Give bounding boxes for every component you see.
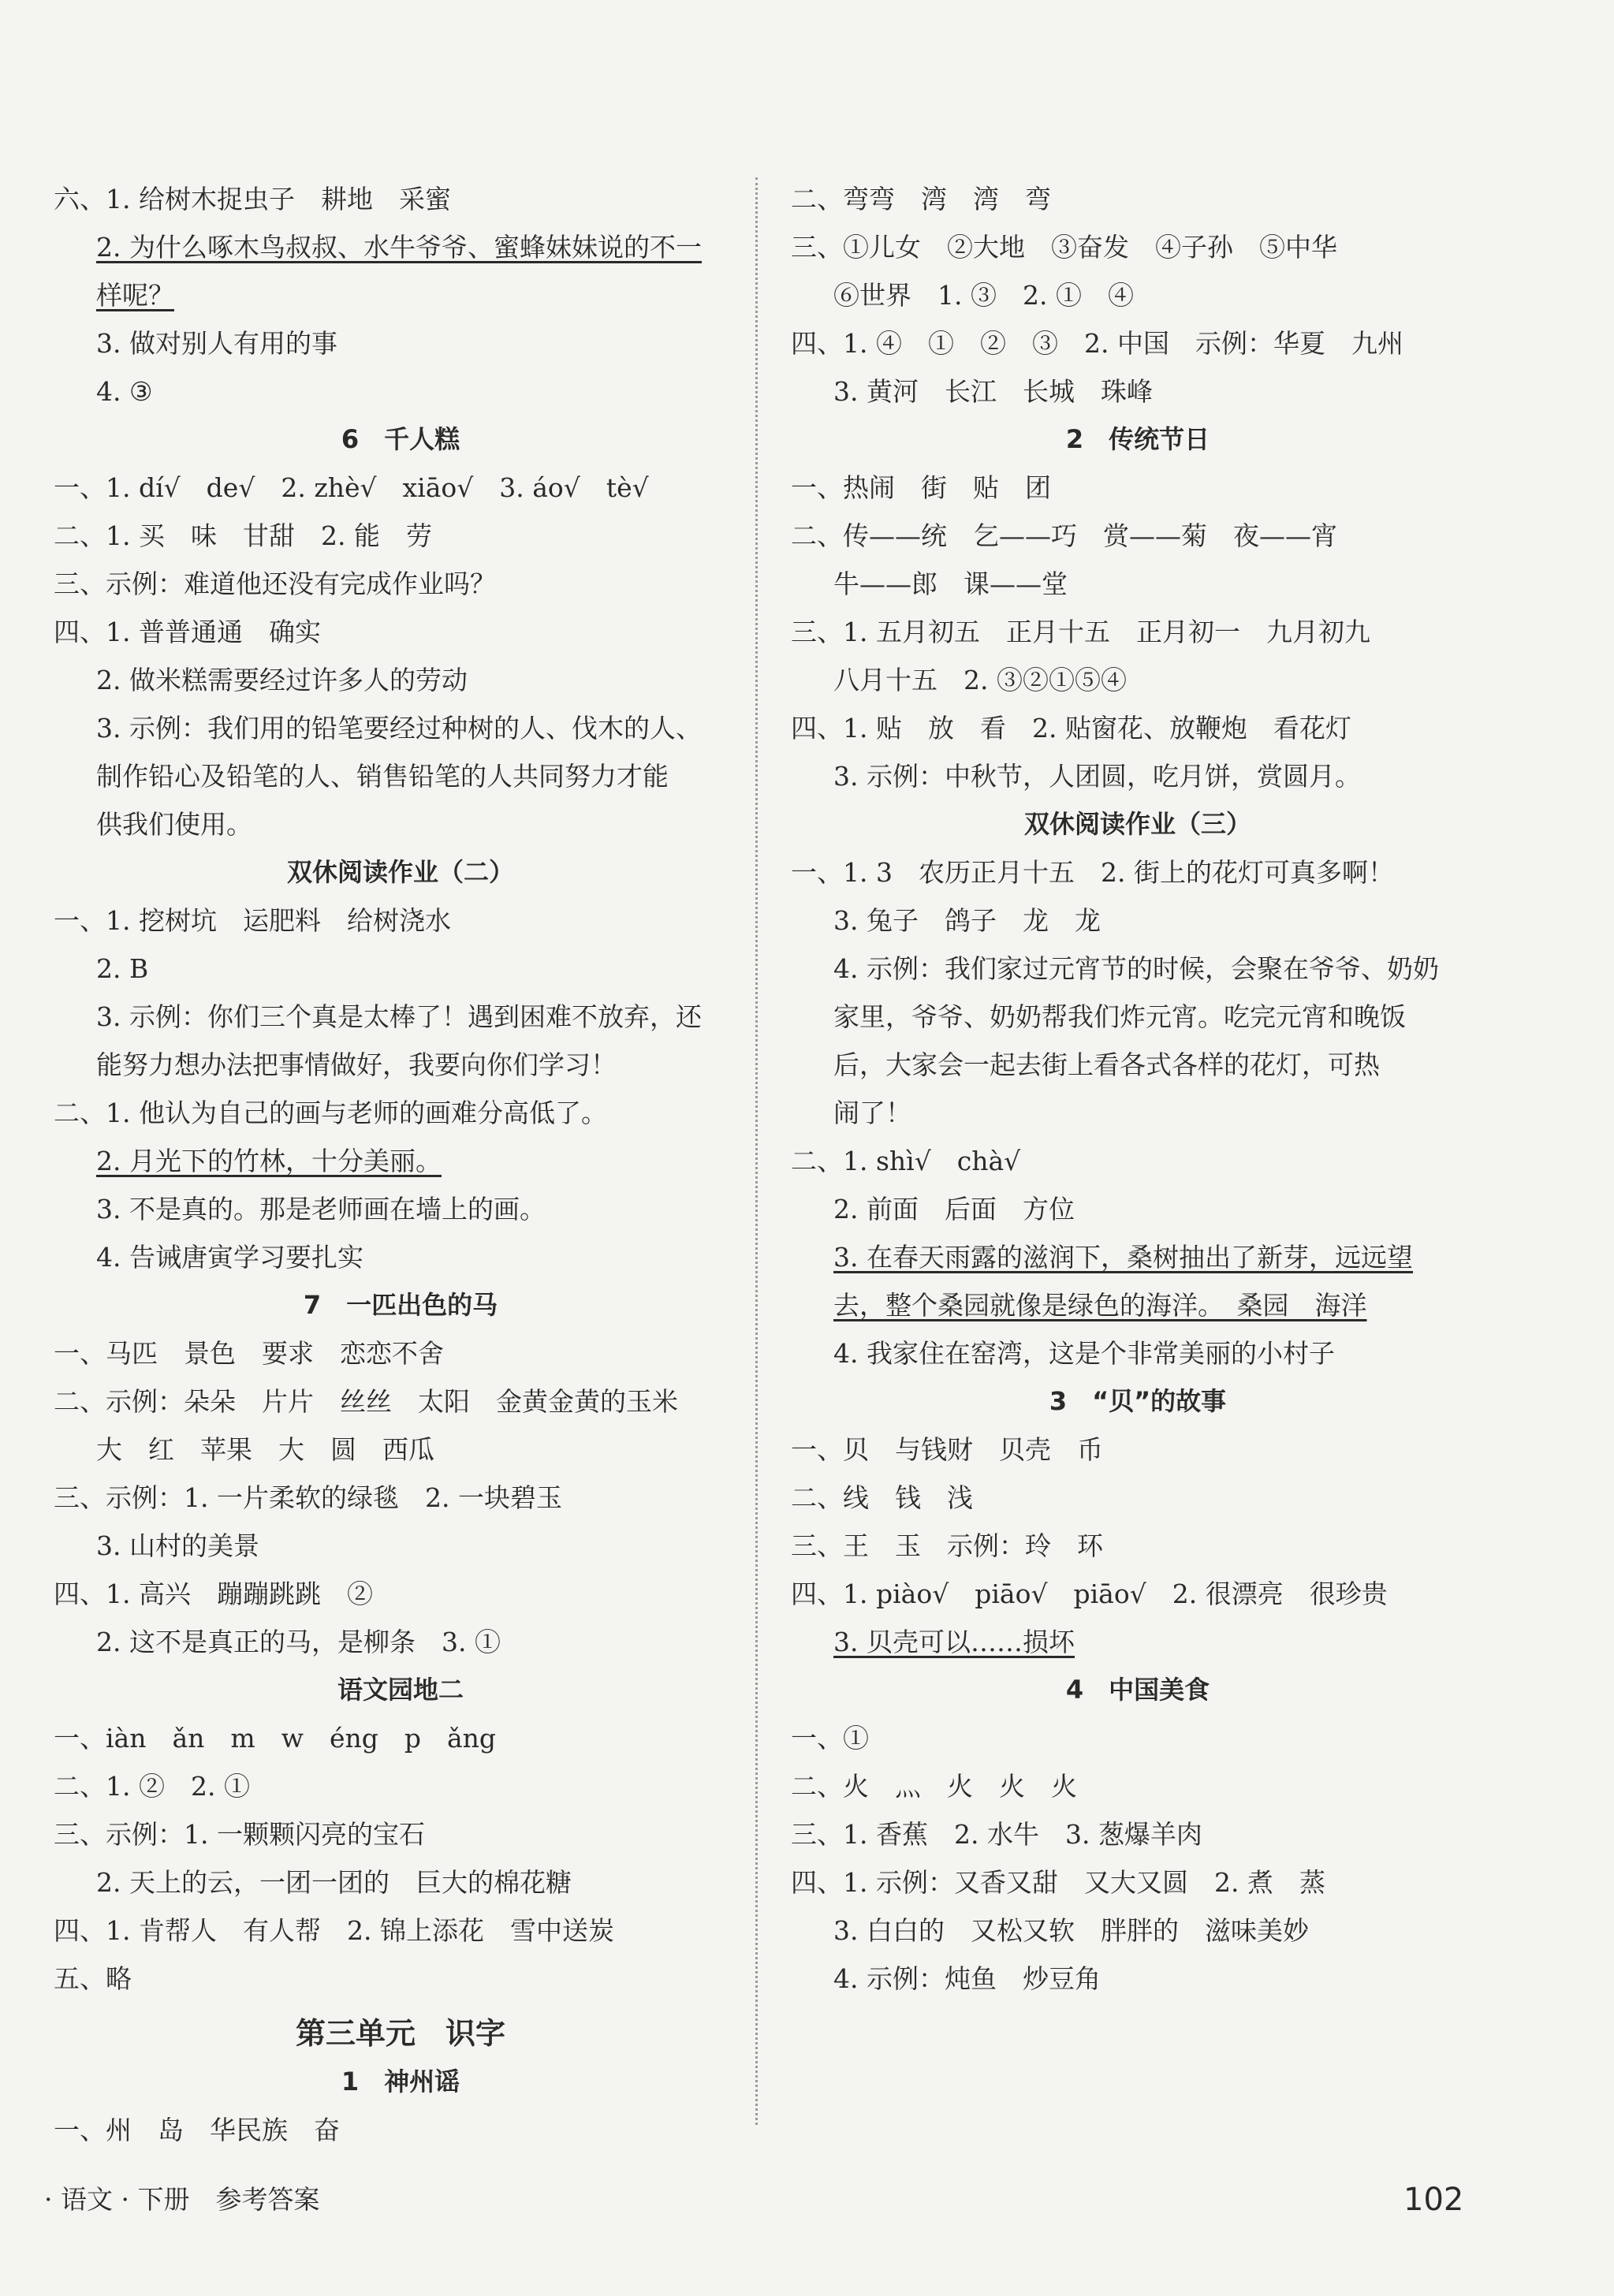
line-text: 4. ③ [96,376,153,407]
line-text: 三、①儿女 ②大地 ③奋发 ④子孙 ⑤中华 [791,232,1337,263]
line-text: 二、1. 买 味 甘甜 2. 能 劳 [54,520,432,551]
answer-line [791,1089,1485,1137]
answer-line [791,1185,1485,1233]
answer-line [54,704,747,752]
line-text: 二、1. ② 2. ① [54,1771,250,1802]
answer-line [54,1570,747,1618]
answer-line [54,1426,747,1474]
line-text: 三、示例：1. 一颗颗闪亮的宝石 [54,1819,425,1850]
answer-line [54,1714,747,1762]
line-text: 一、1. 挖树坑 运肥料 给树浇水 [54,905,451,936]
answer-line [791,560,1485,608]
answer-line [54,560,747,608]
line-text: 一、① [791,1723,869,1754]
line-text: 二、弯弯 湾 湾 弯 [791,184,1051,214]
answer-line [54,1137,747,1185]
answer-line [791,1762,1485,1810]
line-text: 八月十五 2. ③②①⑤④ [833,665,1127,695]
line-text: 一、贝 与钱财 贝壳 币 [791,1434,1103,1465]
line-text: 五、略 [54,1963,132,1994]
unit-heading [54,2003,747,2058]
line-text: 牛——郎 课——堂 [833,568,1068,599]
line-text: 四、1. 肯帮人 有人帮 2. 锦上添花 雪中送炭 [54,1915,614,1946]
line-text: 二、1. shì√ chà√ [791,1146,1021,1176]
answer-line [791,704,1485,752]
line-text: 2. 为什么啄木鸟叔叔、水牛爷爷、蜜蜂妹妹说的不一 [96,232,702,263]
line-text: 3. 白白的 又松又软 胖胖的 滋味美妙 [833,1915,1309,1946]
line-text: 四、1. 普普通通 确实 [54,617,321,647]
line-text: 四、1. ④ ① ② ③ 2. 中国 示例：华夏 九州 [791,328,1403,359]
line-text: 4. 示例：我们家过元宵节的时候，会聚在爷爷、奶奶 [833,953,1439,984]
line-text: 四、1. 高兴 蹦蹦跳跳 ② [54,1578,373,1609]
line-text: 后，大家会一起去街上看各式各样的花灯，可热 [833,1049,1380,1080]
line-text: 3. 示例：我们用的铅笔要经过种树的人、伐木的人、 [96,713,702,744]
line-text: 4 中国美食 [1065,1675,1210,1705]
section-heading [791,800,1485,848]
line-text: 1 神州谣 [341,2067,460,2097]
line-text: 三、王 玉 示例：玲 环 [791,1530,1103,1561]
line-text: 三、1. 五月初五 正月十五 正月初一 九月初九 [791,617,1370,647]
line-text: 双休阅读作业（二） [286,857,514,887]
line-text: 去，整个桑园就像是绿色的海洋。 桑园 海洋 [833,1290,1367,1321]
answer-line [54,1955,747,2003]
answer-line [54,1810,747,1858]
line-text: 3. 示例：你们三个真是太棒了！遇到困难不放弃，还 [96,1001,702,1032]
answer-line [791,1955,1485,2003]
answer-line [54,752,747,800]
answer-line [791,608,1485,656]
answer-line [54,512,747,560]
answer-line [791,367,1485,416]
answer-line [791,896,1485,945]
answer-line [54,1233,747,1281]
line-text: 三、示例：1. 一片柔软的绿毯 2. 一块碧玉 [54,1482,562,1513]
line-text: 2. 天上的云，一团一团的 巨大的棉花糖 [96,1867,572,1898]
answer-line [791,1137,1485,1185]
line-text: 一、州 岛 华民族 奋 [54,2115,340,2145]
line-text: 四、1. 贴 放 看 2. 贴窗花、放鞭炮 看花灯 [791,713,1351,744]
line-text: 一、1. dí√ de√ 2. zhè√ xiāo√ 3. áo√ tè√ [54,472,649,503]
line-text: 2. 做米糕需要经过许多人的劳动 [96,665,468,695]
line-text: 3. 黄河 长江 长城 珠峰 [833,376,1153,407]
line-text: 6 千人糕 [341,424,460,454]
line-text: 六、1. 给树木捉虫子 耕地 采蜜 [54,184,451,214]
line-text: 4. 示例：炖鱼 炒豆角 [833,1963,1101,1994]
line-text: 7 一匹出色的马 [303,1290,498,1320]
answer-line [791,175,1485,223]
line-text: 3. 贝壳可以……损坏 [833,1627,1075,1657]
line-text: 双休阅读作业（三） [1023,809,1251,839]
answer-line [791,945,1485,993]
line-text: 4. 告诫唐寅学习要扎实 [96,1242,363,1273]
section-heading [54,848,747,896]
line-text: 3. 不是真的。那是老师画在墙上的画。 [96,1194,546,1224]
line-text: 制作铅心及铅笔的人、销售铅笔的人共同努力才能 [96,761,669,792]
answer-line [791,1041,1485,1089]
page-number: 102 [1403,2182,1464,2218]
line-text: 二、示例：朵朵 片片 丝丝 太阳 金黄金黄的玉米 [54,1386,678,1417]
right-column [791,175,1485,2003]
line-text: 第三单元 识字 [295,2016,505,2051]
answer-line [54,1906,747,1955]
line-text: 二、火 灬 火 火 火 [791,1771,1077,1802]
answer-line [54,993,747,1041]
answer-line [54,945,747,993]
line-text: 一、iàn ǎn m w éng p ǎng [54,1723,497,1754]
line-text: 2. 这不是真正的马，是柳条 3. ① [96,1627,501,1657]
section-heading [791,416,1485,464]
answer-line [791,1618,1485,1666]
answer-line [54,2106,747,2154]
answer-line [54,1474,747,1522]
answer-line [791,656,1485,704]
line-text: 一、1. 3 农历正月十五 2. 街上的花灯可真多啊！ [791,857,1394,888]
line-text: 供我们使用。 [96,809,252,840]
line-text: 大 红 苹果 大 圆 西瓜 [96,1434,434,1465]
column-divider [755,177,758,2125]
section-heading [54,2058,747,2106]
line-text: 3. 在春天雨露的滋润下，桑树抽出了新芽，远远望 [833,1242,1413,1273]
line-text: 能努力想办法把事情做好，我要向你们学习！ [96,1049,617,1080]
answer-line [54,1858,747,1906]
answer-line [791,1570,1485,1618]
line-text: 2. 月光下的竹林，十分美丽。 [96,1146,442,1176]
answer-line [791,1233,1485,1281]
answer-line [54,1185,747,1233]
answer-line [54,1522,747,1570]
answer-line [791,1474,1485,1522]
answer-line [791,752,1485,800]
line-text: 二、线 钱 浅 [791,1482,973,1513]
line-text: 样呢？ [96,280,174,311]
answer-line [791,1426,1485,1474]
answer-line [54,223,747,271]
line-text: 一、马匹 景色 要求 恋恋不舍 [54,1338,444,1369]
answer-line [54,656,747,704]
line-text: 三、1. 香蕉 2. 水牛 3. 葱爆羊肉 [791,1819,1202,1850]
answer-line [791,319,1485,367]
answer-line [54,1329,747,1377]
line-text: 2. 前面 后面 方位 [833,1194,1075,1224]
answer-line [54,271,747,319]
answer-line [791,464,1485,512]
line-text: 3. 示例：中秋节，人团圆，吃月饼，赏圆月。 [833,761,1361,792]
line-text: 2 传统节日 [1065,424,1210,454]
footer-label: · 语文 · 下册 参考答案 [44,2184,320,2215]
answer-line [54,1089,747,1137]
answer-line [791,1906,1485,1955]
line-text: ⑥世界 1. ③ 2. ① ④ [833,280,1134,311]
section-heading [54,1281,747,1329]
line-text: 四、1. 示例：又香又甜 又大又圆 2. 煮 蒸 [791,1867,1325,1898]
line-text: 二、传——统 乞——巧 赏——菊 夜——宵 [791,520,1337,551]
answer-line [54,800,747,848]
answer-line [791,1329,1485,1377]
line-text: 二、1. 他认为自己的画与老师的画难分高低了。 [54,1098,607,1128]
section-heading [54,1666,747,1714]
answer-line [791,512,1485,560]
answer-line [54,319,747,367]
answer-line [791,1714,1485,1762]
answer-line [54,464,747,512]
answer-line [54,1618,747,1666]
line-text: 4. 我家住在窑湾，这是个非常美丽的小村子 [833,1338,1335,1369]
section-heading [791,1666,1485,1714]
answer-line [54,896,747,945]
answer-line [791,993,1485,1041]
answer-line [54,1377,747,1426]
answer-line [791,1281,1485,1329]
section-heading [791,1377,1485,1426]
line-text: 三、示例：难道他还没有完成作业吗？ [54,568,496,599]
line-text: 3 “贝”的故事 [1049,1386,1227,1416]
line-text: 四、1. piào√ piāo√ piāo√ 2. 很漂亮 很珍贵 [791,1578,1388,1609]
section-heading [54,416,747,464]
line-text: 家里，爷爷、奶奶帮我们炸元宵。吃完元宵和晚饭 [833,1001,1406,1032]
answer-line [54,1041,747,1089]
answer-line [54,367,747,416]
line-text: 3. 兔子 鸽子 龙 龙 [833,905,1101,936]
answer-line [791,271,1485,319]
left-column [54,175,747,2154]
answer-line [54,175,747,223]
answer-line [791,848,1485,896]
answer-line [791,1522,1485,1570]
line-text: 语文园地二 [337,1675,464,1705]
answer-line [791,1810,1485,1858]
answer-line [791,1858,1485,1906]
answer-line [54,1762,747,1810]
line-text: 3. 山村的美景 [96,1530,259,1561]
line-text: 3. 做对别人有用的事 [96,328,337,359]
line-text: 2. B [96,953,149,984]
answer-line [54,608,747,656]
answer-line [791,223,1485,271]
line-text: 一、热闹 街 贴 团 [791,472,1051,503]
line-text: 闹了！ [833,1098,911,1128]
